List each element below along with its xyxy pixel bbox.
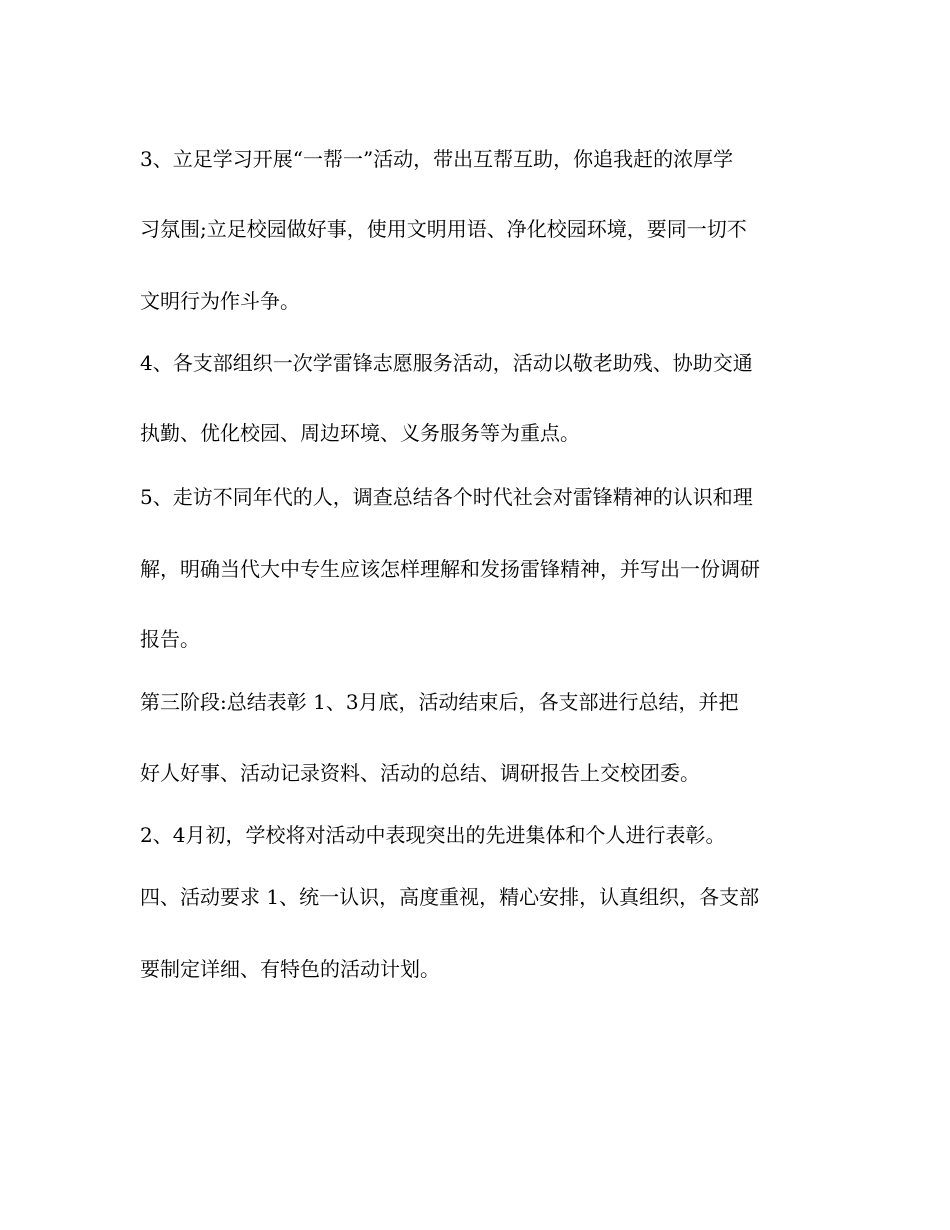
text-line: 四、活动要求 1、统一认识，高度重视，精心安排，认真组织，各支部 bbox=[140, 885, 760, 909]
text-line: 2、4月初，学校将对活动中表现突出的先进集体和个人进行表彰。 bbox=[140, 823, 726, 847]
text-line: 5、走访不同年代的人，调查总结各个时代社会对雷锋精神的认识和理 bbox=[140, 485, 753, 509]
text-line: 要制定详细、有特色的活动计划。 bbox=[140, 957, 440, 981]
text-line: 习氛围;立足校园做好事，使用文明用语、净化校园环境，要同一切不 bbox=[140, 217, 747, 241]
text-line: 3、立足学习开展“一帮一”活动，带出互帮互助，你追我赶的浓厚学 bbox=[140, 147, 734, 171]
text-line: 报告。 bbox=[140, 627, 200, 651]
text-line: 解，明确当代大中专生应该怎样理解和发扬雷锋精神，并写出一份调研 bbox=[140, 557, 760, 581]
text-line: 好人好事、活动记录资料、活动的总结、调研报告上交校团委。 bbox=[140, 761, 700, 785]
text-line: 4、各支部组织一次学雷锋志愿服务活动，活动以敬老助残、协助交通 bbox=[140, 351, 753, 375]
text-line: 文明行为作斗争。 bbox=[140, 289, 300, 313]
text-line: 执勤、优化校园、周边环境、义务服务等为重点。 bbox=[140, 421, 580, 445]
text-line: 第三阶段:总结表彰 1、3月底，活动结束后，各支部进行总结，并把 bbox=[140, 690, 739, 714]
